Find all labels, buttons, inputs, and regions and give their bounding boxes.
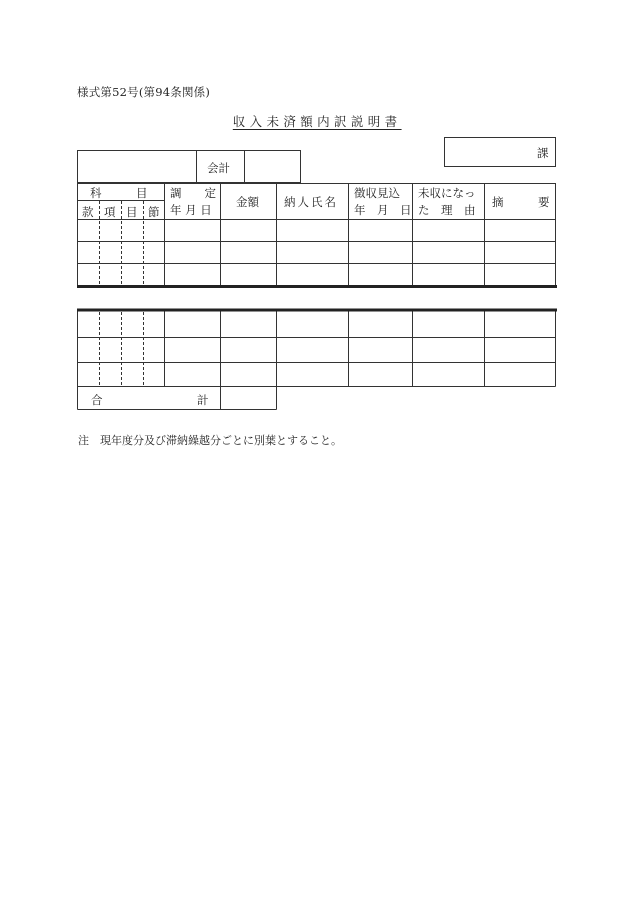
header-kou: 項 — [104, 205, 116, 219]
header-kamoku: 科 目 — [90, 186, 148, 200]
header-kan: 款 — [82, 205, 94, 219]
header-chosyu-line2: 年 月 日 — [354, 203, 412, 217]
header-chosyu-line1: 徴収見込 — [354, 186, 400, 200]
account-label: 会計 — [207, 161, 230, 175]
footnote: 注 現年度分及び滞納繰越分ごとに別葉とすること。 — [78, 434, 342, 447]
header-chotei-line2: 年 月 日 — [170, 203, 212, 217]
header-moku: 目 — [126, 205, 138, 219]
form-number: 様式第52号(第94条関係) — [77, 85, 211, 99]
document-title-text: 収入未済額内訳説明書 — [232, 114, 402, 129]
header-tekiyo: 摘 要 — [492, 195, 550, 209]
header-mishu-line1: 未収になっ — [418, 186, 476, 200]
header-kingaku: 金額 — [236, 195, 259, 209]
total-label-left: 合 — [91, 393, 103, 407]
header-chotei-line1: 調 定 — [170, 186, 216, 200]
department-label: 課 — [537, 146, 549, 160]
total-label-right: 計 — [197, 393, 209, 407]
header-mishu-line2: た 理 由 — [418, 203, 476, 217]
header-nounin: 納人氏名 — [284, 195, 338, 209]
header-setsu: 節 — [148, 205, 160, 219]
